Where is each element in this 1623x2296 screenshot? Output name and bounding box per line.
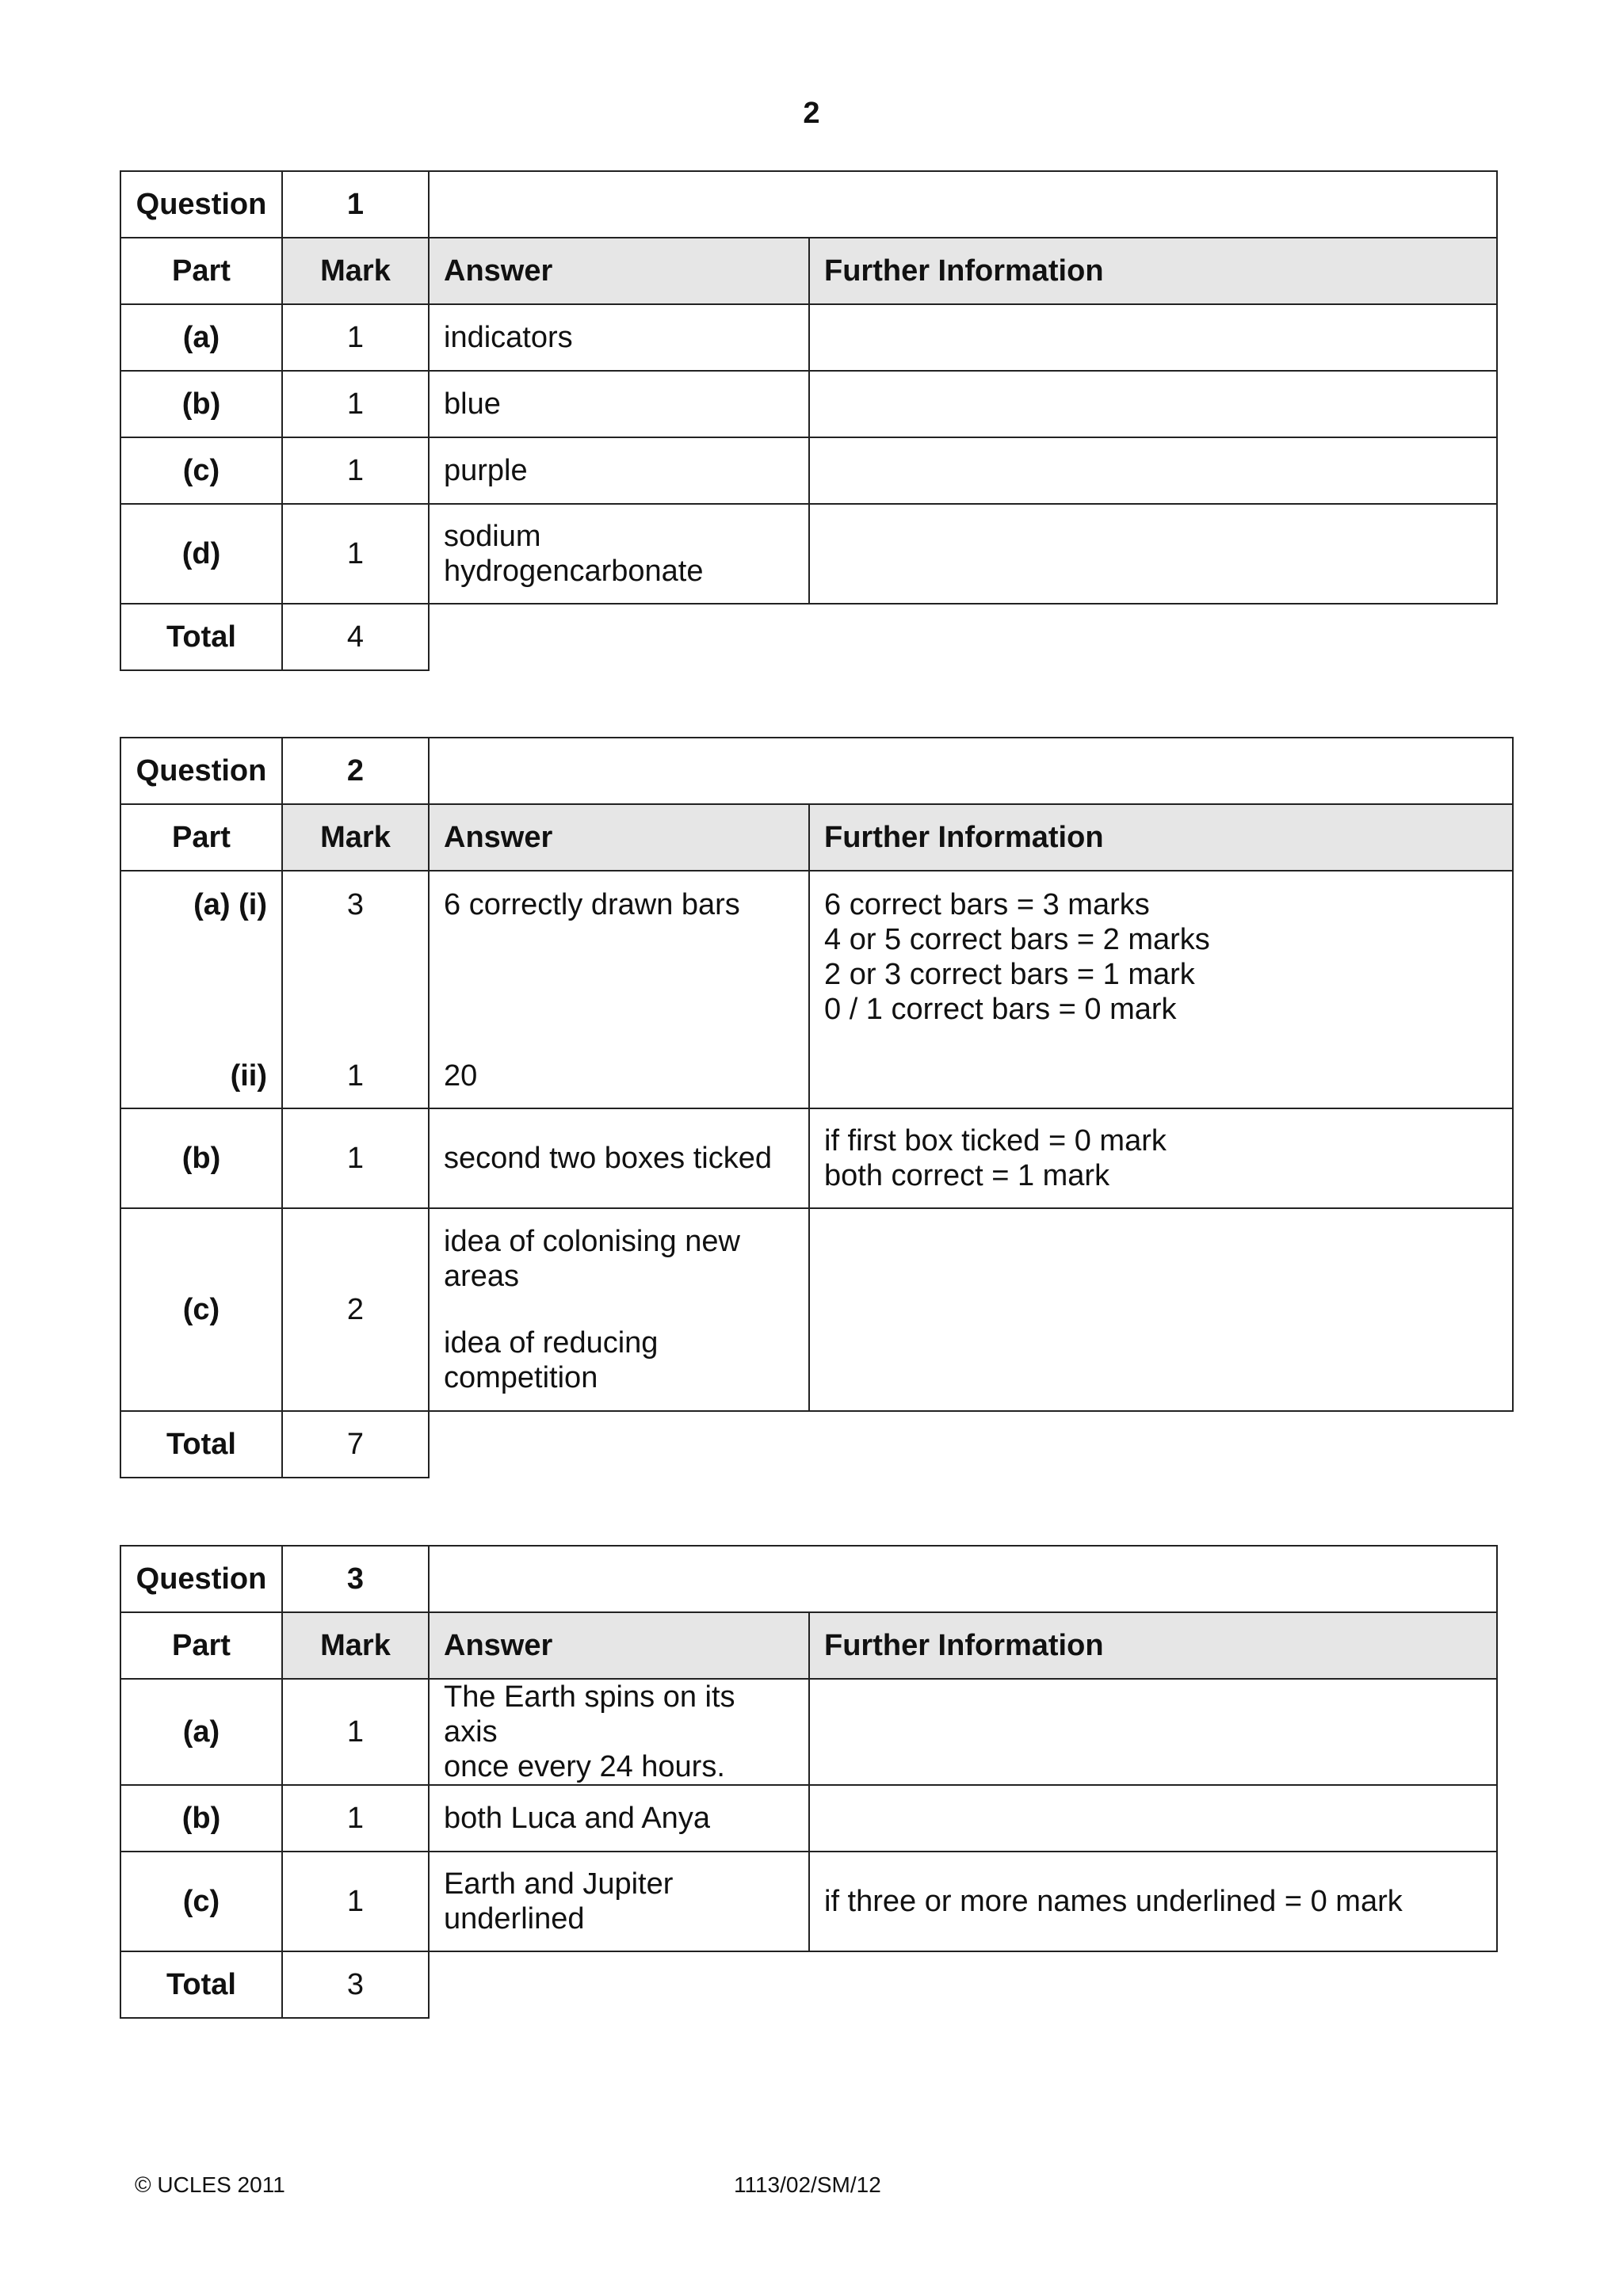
answer-cell: second two boxes ticked	[429, 1108, 809, 1208]
mark-header: Mark	[282, 1612, 429, 1679]
table-row	[120, 504, 1497, 604]
total-value: 7	[282, 1411, 429, 1478]
total-row	[120, 1411, 1513, 1478]
table-row	[120, 304, 1497, 371]
question-row	[120, 1546, 1497, 1612]
answer-line: areas	[444, 1260, 520, 1293]
info-cell	[809, 304, 1497, 371]
answer-line: The Earth spins on its axis	[444, 1680, 735, 1749]
question-1-table	[120, 170, 1498, 671]
question-label: Question	[120, 738, 282, 804]
mark-line: 3	[346, 888, 365, 921]
table-row	[120, 371, 1497, 437]
answer-line: idea of colonising new	[444, 1225, 740, 1258]
answer-line: underlined	[444, 1902, 585, 1936]
mark-cell: 1	[282, 1852, 429, 1951]
table-row	[120, 1852, 1497, 1951]
further-info-header: Further Information	[809, 804, 1513, 871]
answer-line: Earth and Jupiter	[444, 1867, 674, 1901]
page-number: 2	[803, 97, 820, 130]
footer-copyright: © UCLES 2011	[135, 2172, 285, 2197]
info-cell	[809, 371, 1497, 437]
question-label: Question	[120, 1546, 282, 1612]
answer-cell: both Luca and Anya	[429, 1785, 809, 1852]
answer-cell: purple	[429, 437, 809, 504]
answer-cell: indicators	[429, 304, 809, 371]
answer-cell	[429, 1679, 809, 1785]
header-row	[120, 238, 1497, 304]
mark-cell: 1	[282, 504, 429, 604]
info-line: 4 or 5 correct bars = 2 marks	[824, 923, 1210, 956]
part-line: (ii)	[230, 1059, 267, 1093]
answer-line: hydrogencarbonate	[444, 555, 704, 588]
table-row	[120, 1208, 1513, 1411]
info-cell	[809, 1108, 1513, 1208]
table-row	[120, 1785, 1497, 1852]
info-line: 0 / 1 correct bars = 0 mark	[824, 993, 1177, 1026]
total-label: Total	[120, 1951, 282, 2018]
mark-header: Mark	[282, 804, 429, 871]
mark-header: Mark	[282, 238, 429, 304]
part-cell: (d)	[120, 504, 282, 604]
question-number: 1	[282, 171, 429, 238]
table-row	[120, 1679, 1497, 1785]
info-cell	[809, 1785, 1497, 1852]
question-blank	[429, 171, 1497, 238]
info-cell	[809, 437, 1497, 504]
header-row	[120, 1612, 1497, 1679]
total-row	[120, 604, 1497, 670]
question-row	[120, 738, 1513, 804]
answer-line: 6 correctly drawn bars	[444, 888, 740, 921]
mark-line: 1	[346, 1059, 365, 1093]
question-2-table	[120, 737, 1514, 1478]
info-cell	[809, 871, 1513, 1108]
info-line: 6 correct bars = 3 marks	[824, 888, 1150, 921]
answer-line: 20	[444, 1059, 478, 1093]
footer-code: 1113/02/SM/12	[734, 2172, 881, 2197]
part-cell: (a)	[120, 1679, 282, 1785]
info-line: 2 or 3 correct bars = 1 mark	[824, 958, 1195, 991]
info-line: if first box ticked = 0 mark	[824, 1124, 1167, 1158]
mark-cell	[282, 871, 429, 1108]
further-info-header: Further Information	[809, 1612, 1497, 1679]
info-cell	[809, 1208, 1513, 1411]
mark-cell: 1	[282, 304, 429, 371]
info-line: both correct = 1 mark	[824, 1159, 1110, 1192]
answer-cell	[429, 871, 809, 1108]
mark-cell: 2	[282, 1208, 429, 1411]
part-cell: (b)	[120, 371, 282, 437]
answer-cell	[429, 1852, 809, 1951]
mark-cell: 1	[282, 437, 429, 504]
part-header: Part	[120, 1612, 282, 1679]
answer-header: Answer	[429, 804, 809, 871]
answer-cell: blue	[429, 371, 809, 437]
question-row	[120, 171, 1497, 238]
info-cell	[809, 1679, 1497, 1785]
part-header: Part	[120, 804, 282, 871]
answer-line: competition	[444, 1361, 598, 1394]
answer-cell	[429, 504, 809, 604]
mark-cell: 1	[282, 1679, 429, 1785]
table-row	[120, 437, 1497, 504]
table-row	[120, 871, 1513, 1108]
total-label: Total	[120, 1411, 282, 1478]
total-row	[120, 1951, 1497, 2018]
answer-line: sodium	[444, 520, 541, 553]
table-row	[120, 1108, 1513, 1208]
question-number: 3	[282, 1546, 429, 1612]
total-value: 3	[282, 1951, 429, 2018]
part-cell: (b)	[120, 1108, 282, 1208]
part-cell: (b)	[120, 1785, 282, 1852]
answer-header: Answer	[429, 238, 809, 304]
mark-cell: 1	[282, 371, 429, 437]
part-cell: (a)	[120, 304, 282, 371]
header-row	[120, 804, 1513, 871]
part-cell: (c)	[120, 1852, 282, 1951]
answer-cell	[429, 1208, 809, 1411]
total-value: 4	[282, 604, 429, 670]
part-cell	[120, 871, 282, 1108]
answer-line: once every 24 hours.	[444, 1750, 725, 1783]
question-blank	[429, 1546, 1497, 1612]
question-blank	[429, 738, 1513, 804]
info-cell: if three or more names underlined = 0 mark	[809, 1852, 1497, 1951]
part-cell: (c)	[120, 437, 282, 504]
part-header: Part	[120, 238, 282, 304]
question-label: Question	[120, 171, 282, 238]
question-number: 2	[282, 738, 429, 804]
mark-cell: 1	[282, 1785, 429, 1852]
total-label: Total	[120, 604, 282, 670]
further-info-header: Further Information	[809, 238, 1497, 304]
answer-line: idea of reducing	[444, 1326, 659, 1360]
info-cell	[809, 504, 1497, 604]
question-3-table	[120, 1545, 1498, 2019]
part-cell: (c)	[120, 1208, 282, 1411]
answer-header: Answer	[429, 1612, 809, 1679]
mark-cell: 1	[282, 1108, 429, 1208]
part-line: (a) (i)	[193, 888, 267, 921]
